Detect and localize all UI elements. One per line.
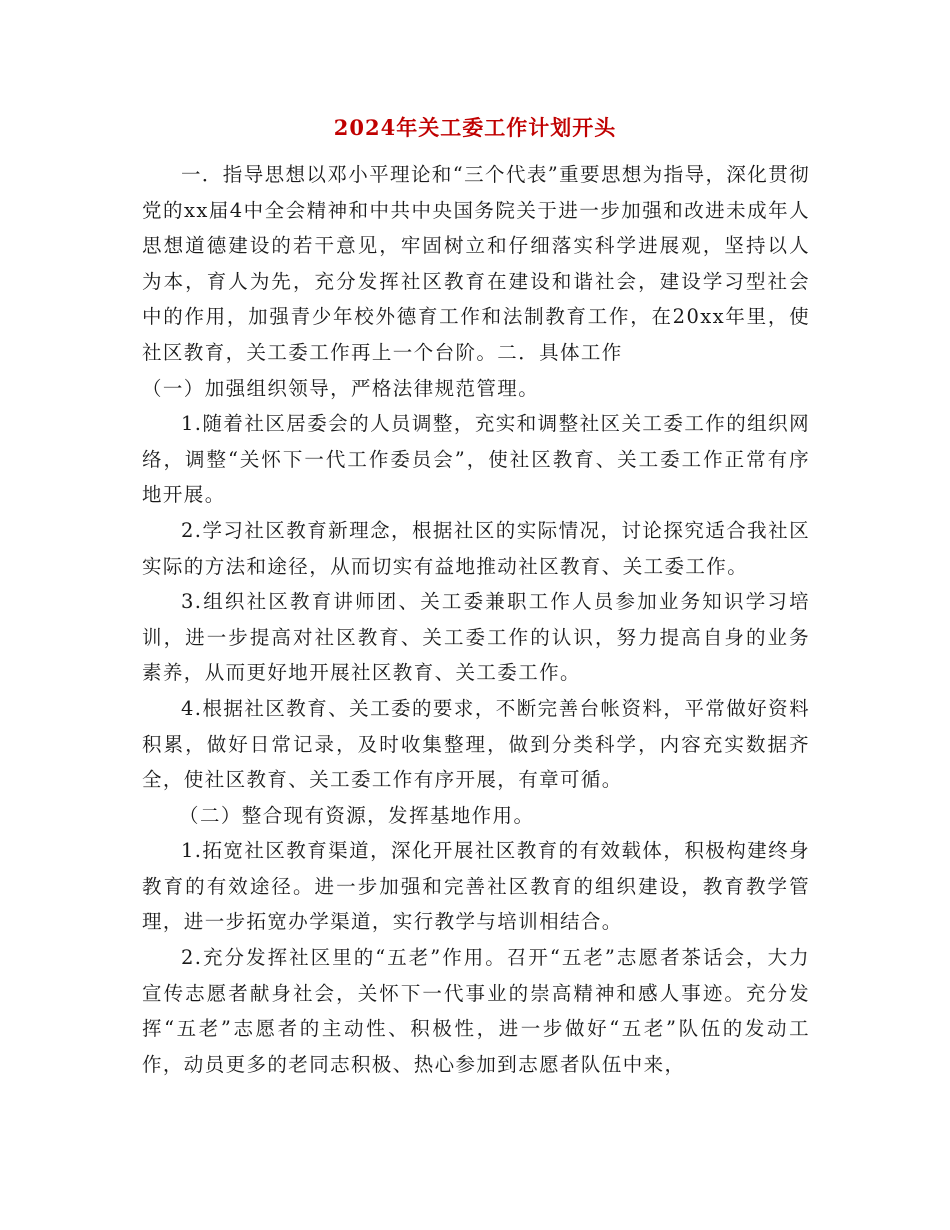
paragraph-item-2-2: 2.充分发挥社区里的“五老”作用。召开“五老”志愿者茶话会，大力宣传志愿者献身社会，关怀下一代事业的崇高精神和感人事迹。充分发挥“五老”志愿者的主动性、积极性，进一步做好“五老”队伍的发动工作，动员更多的老同志积极、热心参加到志愿者队伍中来，	[142, 946, 810, 1076]
paragraph-item-2-1: 1.拓宽社区教育渠道，深化开展社区教育的有效载体，积极构建终身教育的有效途径。进一步加强和完善社区教育的组织建设，教育教学管理，进一步拓宽办学渠道，实行教学与培训相结合。	[142, 839, 810, 934]
paragraph-guiding-thought: 一．指导思想以邓小平理论和“三个代表”重要思想为指导，深化贯彻党的xx届4中全会精神和中共中央国务院关于进一步加强和改进未成年人思想道德建设的若干意见，牢固树立和仔细落实科学进展观，坚持以人为本，育人为先，充分发挥社区教育在建设和谐社会，建设学习型社会中的作用，加强青少年校外德育工作和法制教育工作，在20xx年里，使社区教育，关工委工作再上一个台阶。二．具体工作	[142, 163, 810, 364]
paragraph-item-1-4: 4.根据社区教育、关工委的要求，不断完善台帐资料，平常做好资料积累，做好日常记录，及时收集整理，做到分类科学，内容充实数据齐全，使社区教育、关工委工作有序开展，有章可循。	[142, 696, 810, 792]
paragraph-item-1-2: 2.学习社区教育新理念，根据社区的实际情况，讨论探究适合我社区实际的方法和途径，从而切实有益地推动社区教育、关工委工作。	[142, 518, 810, 578]
document-title: 2024年关工委工作计划开头	[333, 115, 617, 140]
paragraph-item-1-1: 1.随着社区居委会的人员调整，充实和调整社区关工委工作的组织网络，调整“关怀下一代工作委员会”，使社区教育、关工委工作正常有序地开展。	[142, 412, 810, 507]
section-heading-2: （二）整合现有资源，发挥基地作用。	[179, 803, 535, 827]
paragraph-item-1-3: 3.组织社区教育讲师团、关工委兼职工作人员参加业务知识学习培训，进一步提高对社区教育、关工委工作的认识，努力提高自身的业务素养，从而更好地开展社区教育、关工委工作。	[142, 590, 810, 685]
section-heading-1: （一）加强组织领导，严格法律规范管理。	[142, 376, 540, 400]
document-body	[142, 157, 810, 1082]
